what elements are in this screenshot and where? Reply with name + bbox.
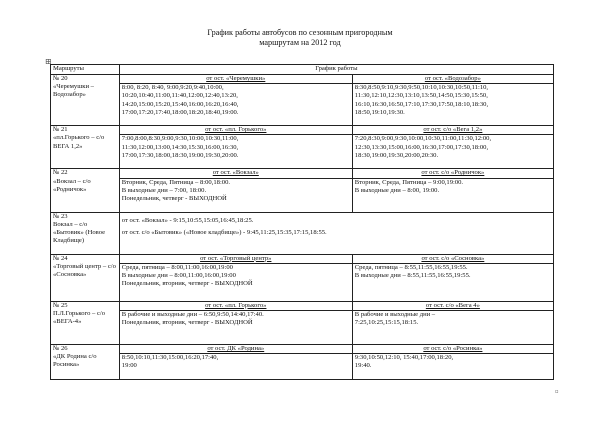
times-left — [119, 178, 352, 212]
times-right — [352, 311, 553, 345]
times-line: В рабочие и выходные дни – — [354, 311, 436, 319]
route-name: «пл.Горького – с/о ВЕГА 1,2» — [53, 134, 105, 150]
table-move-handle-icon[interactable]: ⊞ — [45, 57, 52, 66]
times-line: Вторник, Среда, Пятница – 8:00,18:00. — [121, 178, 231, 186]
table-row — [51, 254, 554, 263]
title-line-1: График работы автобусов по сезонным пригородным — [207, 28, 393, 37]
table-row — [51, 169, 554, 178]
times-line: В выходные дни – 8:55,11:55,16:55,19:55. — [354, 272, 471, 280]
table-row — [51, 311, 554, 345]
times-line: 11:30,12:10,12:30,13:10,13:50,14:50,15:30,15:50, — [354, 92, 488, 100]
departure-stop-right: от ост. с/о «Родничок» — [352, 169, 553, 178]
times-line: Понедельник, вторник, четверг - ВЫХОДНОЙ — [121, 280, 253, 288]
times-line: 14:20,15:00,15:20,15:40,16:00,16:20,16:40, — [121, 100, 239, 108]
times-line: Понедельник, вторник, четверг - ВЫХОДНОЙ — [121, 319, 253, 327]
route-name: «ДК Родина с/о Росинка» — [53, 353, 97, 369]
times-line: 18:30,19:00,19:30,20:00,20:30. — [354, 151, 439, 159]
times-line: от ост. «Вокзал» - 9:15,10:55,15:05,16:45,18:25. — [121, 216, 254, 224]
bus-schedule-table — [50, 64, 554, 380]
times-right — [352, 135, 553, 169]
route-name: «Черемушки – Водозабор» — [53, 83, 94, 99]
departure-stop-right: от ост. с/о «Вега 4» — [352, 301, 553, 310]
times-line: 8:00, 8:20, 8:40, 9:00,9:20,9:40,10:00, — [121, 84, 224, 92]
document-title — [0, 28, 600, 48]
departure-stop-left: от ост. «Вокзал» — [119, 169, 352, 178]
times-left — [119, 135, 352, 169]
route-cell — [51, 126, 120, 169]
times-line: 19:00 — [121, 362, 137, 370]
table-row — [51, 301, 554, 310]
times-line: Среда, пятница – 8:00,11:00,16:00,19:00 — [121, 263, 233, 271]
times-line: 17:00,17:20,17:40,18:00,18:20,18:40,19:00. — [121, 108, 239, 116]
times-line: 7:00,8:00,8:30,9:00,9:30,10:00,10:30,11:00, — [121, 135, 239, 143]
times-line: 7:25,10:25,15:15,18:15. — [354, 319, 419, 327]
table-row — [51, 212, 554, 254]
route-name: П.Л.Горького – с/о «ВЕГА-4» — [53, 310, 106, 326]
table-row — [51, 354, 554, 380]
times-line: 17:00,17:30,18:00,18:30,19:00,19:30,20:00. — [121, 151, 239, 159]
table-row — [51, 126, 554, 135]
times-right — [352, 178, 553, 212]
route-number: № 21 — [53, 126, 68, 134]
times-line: 12:30,13:30,15:00,16:00,16:30,17:00,17:30,18:00, — [354, 143, 489, 151]
times-line: 10:20,10:40,11:00,11:40,12:00,12:40,13:20, — [121, 92, 238, 100]
times-left — [119, 263, 352, 301]
title-line-2: маршрутам на 2012 год — [259, 38, 341, 47]
route-number: № 22 — [53, 169, 68, 177]
times-right — [352, 354, 553, 380]
times-line: Вторник, Среда, Пятница – 9:00,19:00. — [354, 178, 464, 186]
times-line: В выходные дни – 7:00, 18:00. — [121, 186, 207, 194]
times-left — [119, 354, 352, 380]
times-line: Среда, пятница – 8:55,11:55,16:55,19:55. — [354, 263, 468, 271]
table-row — [51, 75, 554, 84]
route-cell — [51, 345, 120, 380]
times-line: Понедельник, четверг - ВЫХОДНОЙ — [121, 195, 227, 203]
table-row — [51, 178, 554, 212]
header-schedule: График работы — [119, 65, 553, 75]
departure-stop-right: от ост. «Водозабор» — [352, 75, 553, 84]
times-line: 18:50,19:10,19:30. — [354, 108, 405, 116]
departure-stop-left: от ост. «пл. Горького» — [119, 126, 352, 135]
route-name: Вокзал – с/о «Бытовик» (Новое Кладбище) — [53, 220, 106, 245]
departure-stop-left: от ост. «Черемушки» — [119, 75, 352, 84]
times-line: В выходные дни – 8:00,11:00,16:00,19:00 — [121, 272, 236, 280]
times-line: 16:10,16:30,16:50,17:10,17:30,17:50,18:10,18:30, — [354, 100, 489, 108]
route-cell — [51, 169, 120, 212]
table-row — [51, 345, 554, 354]
route-cell — [51, 212, 120, 254]
departure-stop-right: от ост. с/о «Вега 1,2» — [352, 126, 553, 135]
times-line: 9:30,10:50,12:10, 15:40,17:00,18:20, — [354, 354, 454, 362]
departure-stop-left: от ост. «Торговый центр» — [119, 254, 352, 263]
row-end-marker: ¤ — [555, 388, 559, 396]
departure-stop-left: от ост. «пл. Горького» — [119, 301, 352, 310]
route-cell — [51, 254, 120, 301]
route-number: № 24 — [53, 254, 68, 262]
times-left — [119, 311, 352, 345]
departure-stop-right: от ост. с/о «Сосновка» — [352, 254, 553, 263]
route-name: «Вокзал – с/о «Родничок» — [53, 177, 91, 193]
table-row — [51, 84, 554, 126]
times-line: В выходные дни – 8:00, 19:00. — [354, 186, 440, 194]
table-row — [51, 263, 554, 301]
header-routes: Маршруты — [51, 65, 120, 75]
departure-stop-right: от ост. с/о «Росинка» — [352, 345, 553, 354]
times-line: 8:50,10:10,11:30,15:00,16:20,17:40, — [121, 354, 219, 362]
route-name: «Торговый центр – с/о «Сосновка» — [53, 262, 116, 279]
times-right — [352, 84, 553, 126]
times-line: 11:30,12:00,13:00,14:30,15:30,16:00,16:30, — [121, 143, 239, 151]
route-number: № 23 — [53, 212, 68, 220]
route-number: № 25 — [53, 301, 68, 309]
departure-stop-left: от ост. ДК «Родина» — [119, 345, 352, 354]
times-merged — [119, 212, 553, 254]
table-row — [51, 135, 554, 169]
times-line: от ост. с/о «Бытовик» («Новое кладбище») - 9:45,11:25,15:35,17:15,18:55. — [121, 228, 327, 236]
times-right — [352, 263, 553, 301]
route-cell — [51, 301, 120, 344]
route-cell — [51, 75, 120, 126]
times-line: В рабочие и выходные дни – 6:50,9:50,14:40,17:40. — [121, 311, 264, 319]
times-line: 8:30,8:50,9:10,9:30,9:50,10:10,10:30,10:50,11:10, — [354, 84, 489, 92]
times-left — [119, 84, 352, 126]
times-line: 19:40. — [354, 362, 372, 370]
route-number: № 26 — [53, 345, 68, 353]
times-line: 7:20,8:30,9:00,9:30,10:00,10:30,11:00,11:30,12:00, — [354, 135, 492, 143]
route-number: № 20 — [53, 75, 68, 82]
header-row — [51, 65, 554, 75]
